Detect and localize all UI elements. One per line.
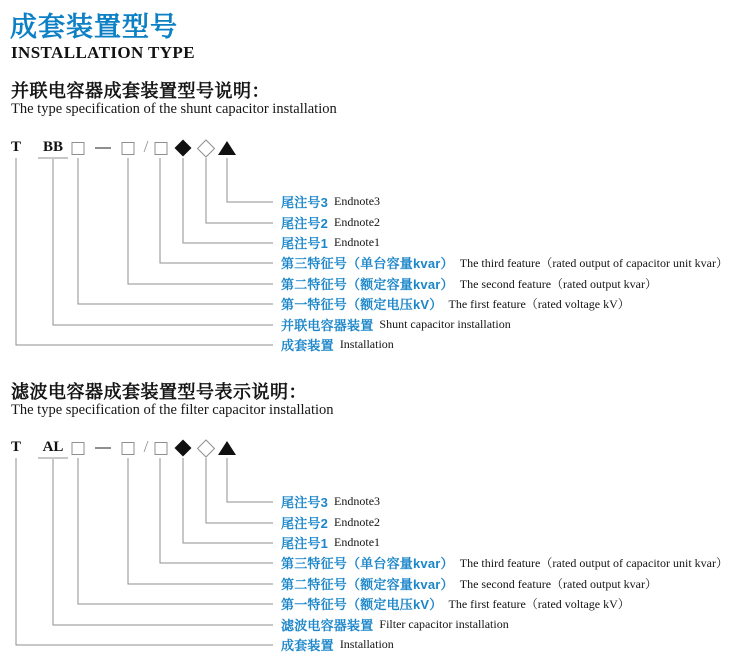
label-row (281, 532, 728, 552)
label-row (281, 232, 728, 252)
label-row (281, 593, 728, 613)
label-en: The first feature（rated voltage kV） (448, 597, 630, 612)
slash-icon: / (143, 437, 149, 456)
label-en: Filter capacitor installation (379, 616, 509, 631)
label-en: The second feature（rated output kvar） (459, 276, 658, 291)
code-type: AL (42, 439, 64, 455)
section2-heading-zh: 滤波电容器成套装置型号表示说明： (11, 382, 307, 402)
label-zh: 第三特征号（单台容量kvar） (281, 256, 454, 272)
code-prefix: T (10, 139, 22, 155)
shunt-type-diagram (0, 138, 742, 366)
label-en: Endnote3 (334, 494, 381, 509)
label-en: The second feature（rated output kvar） (459, 576, 658, 591)
label-row (281, 334, 728, 354)
dash-icon (95, 447, 111, 449)
label-row (281, 314, 728, 334)
section2-heading-en: The type specification of the filter capacitor installation (11, 402, 334, 418)
label-zh: 第三特征号（单台容量kvar） (281, 556, 454, 572)
section1-heading-zh: 并联电容器成套装置型号说明： (11, 81, 270, 101)
section1-heading-en: The type specification of the shunt capacitor installation (11, 101, 337, 117)
triangle-icon (218, 441, 236, 455)
label-rows (281, 192, 728, 355)
label-row (281, 492, 728, 512)
label-zh: 尾注号1 (281, 535, 329, 551)
label-en: Endnote1 (334, 234, 381, 249)
label-zh: 第二特征号（额定容量kvar） (281, 576, 454, 592)
label-en: The third feature（rated output of capacitor unit kvar） (459, 256, 728, 271)
box-icon (155, 442, 168, 455)
label-zh: 成套装置 (281, 637, 334, 653)
label-zh: 尾注号3 (281, 495, 329, 511)
box-icon (72, 442, 85, 455)
label-row (281, 512, 728, 532)
label-zh: 成套装置 (281, 337, 334, 353)
label-en: Installation (339, 636, 394, 651)
label-en: Endnote1 (334, 534, 381, 549)
label-en: Endnote2 (334, 514, 381, 529)
label-row (281, 293, 728, 313)
label-zh: 尾注号1 (281, 235, 329, 251)
code-type: BB (42, 139, 64, 155)
label-zh: 尾注号2 (281, 515, 329, 531)
box-icon (72, 142, 85, 155)
label-row (281, 634, 728, 654)
page-subtitle: INSTALLATION TYPE (11, 43, 195, 62)
label-zh: 尾注号3 (281, 195, 329, 211)
filter-type-diagram (0, 438, 742, 662)
label-zh: 第一特征号（额定电压kV） (281, 297, 443, 313)
label-en: Shunt capacitor installation (379, 316, 511, 331)
slash-icon: / (143, 137, 149, 156)
box-icon (122, 142, 135, 155)
code-prefix: T (10, 439, 22, 455)
label-en: Installation (339, 336, 394, 351)
label-en: Endnote2 (334, 214, 381, 229)
triangle-icon (218, 141, 236, 155)
label-row (281, 253, 728, 273)
page-title: 成套装置型号 (10, 12, 178, 42)
label-row (281, 573, 728, 593)
label-en: The third feature（rated output of capacitor unit kvar） (459, 556, 728, 571)
label-row (281, 553, 728, 573)
dash-icon (95, 147, 111, 149)
label-row (281, 212, 728, 232)
box-icon (155, 142, 168, 155)
label-zh: 第一特征号（额定电压kV） (281, 597, 443, 613)
label-zh: 并联电容器装置 (281, 317, 374, 333)
label-en: Endnote3 (334, 194, 381, 209)
label-zh: 尾注号2 (281, 215, 329, 231)
label-row (281, 614, 728, 634)
label-zh: 滤波电容器装置 (281, 617, 374, 633)
label-row (281, 273, 728, 293)
label-rows (281, 492, 728, 655)
box-icon (122, 442, 135, 455)
label-row (281, 192, 728, 212)
label-zh: 第二特征号（额定容量kvar） (281, 276, 454, 292)
label-en: The first feature（rated voltage kV） (448, 297, 630, 312)
